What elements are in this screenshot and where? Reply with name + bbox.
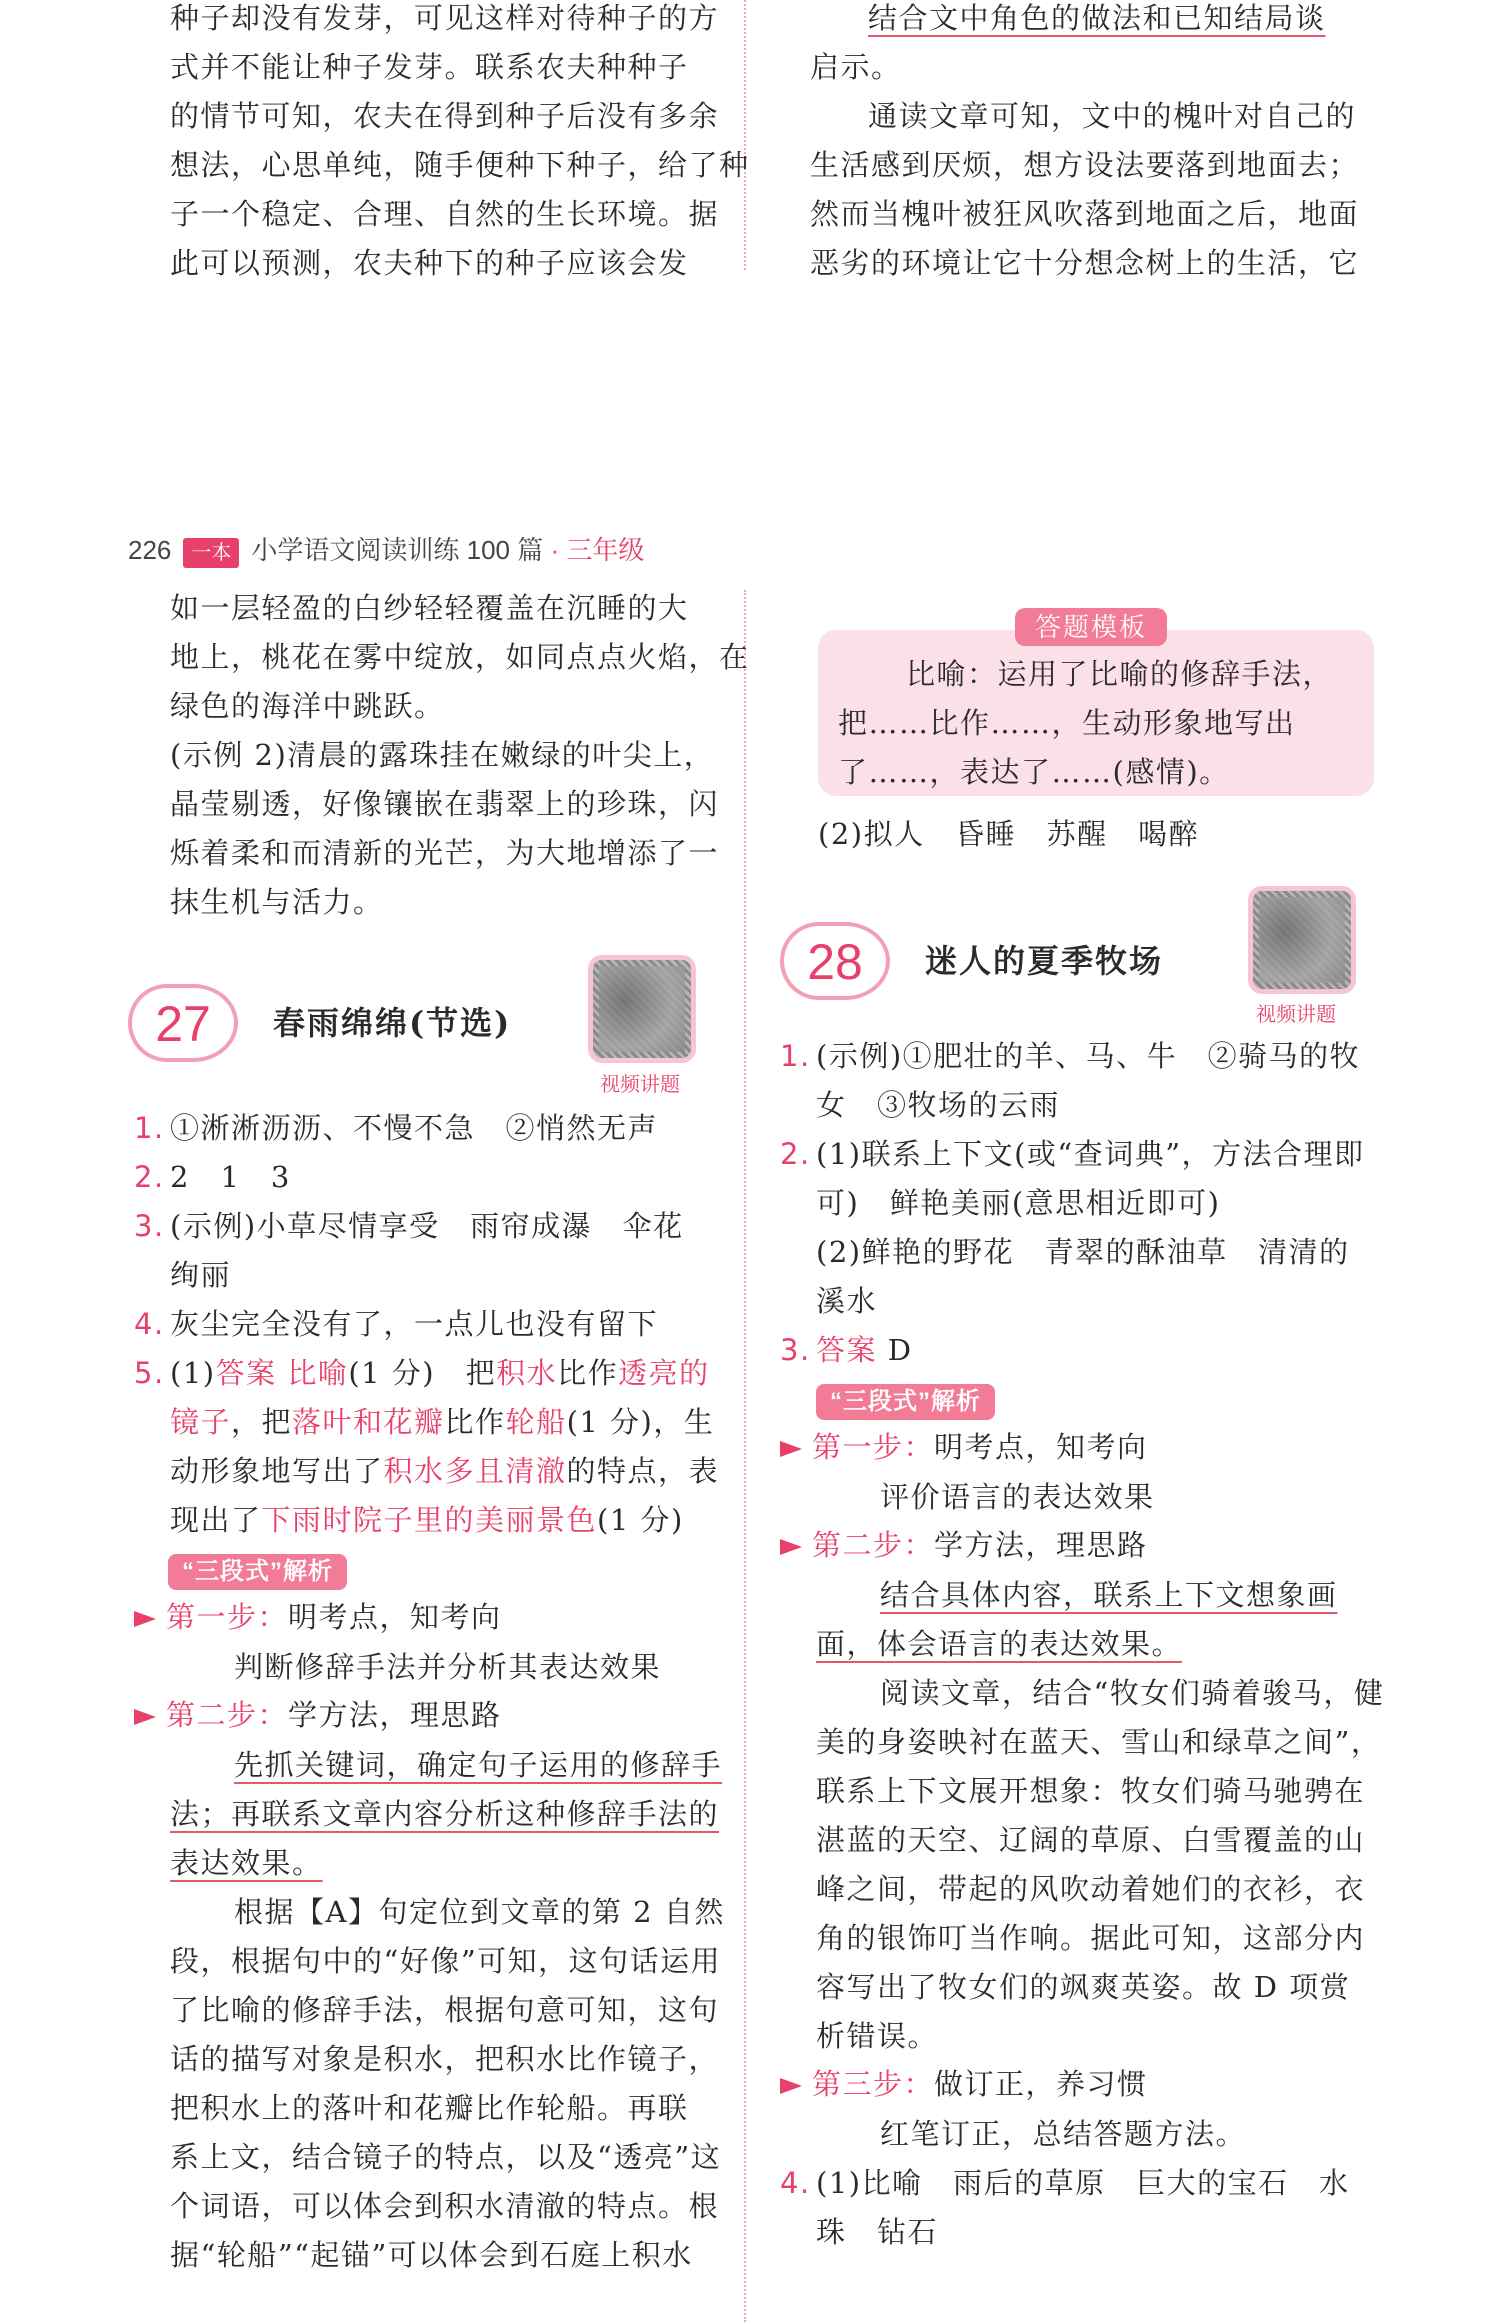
step-1-text: 判断修辞手法并分析其表达效果 (234, 1650, 662, 1684)
step-2-heading: 第二步：学方法，理思路 (780, 1522, 1380, 1571)
answer-2-cont: 可) 鲜艳美丽(意思相近即可) (816, 1186, 1221, 1220)
body-line: 段，根据句中的“好像”可知，这句话运用 (170, 1944, 722, 1978)
answer-5-line2: 镜子，把落叶和花瓣比作轮船(1 分)，生 (170, 1405, 715, 1439)
left-column-continued (170, 584, 750, 927)
text-line: 烁着柔和而清新的光芒，为大地增添了一 (170, 836, 720, 870)
answer-template-box (818, 630, 1374, 796)
step-2-text: 先抓关键词，确定句子运用的修辞手 (234, 1748, 723, 1782)
answer-3: 3. (示例)小草尽情享受 雨帘成瀑 伞花 (134, 1209, 684, 1243)
text-line: 此可以预测，农夫种下的种子应该会发 (170, 246, 689, 280)
template-line: 把……比作……，生动形象地写出 (838, 706, 1296, 740)
lesson-28-heading (780, 922, 1200, 1002)
text-line: 种子却没有发芽，可见这样对待种子的方 (170, 1, 720, 35)
text-line: 想法，心思单纯，随手便种下种子，给了种 (170, 148, 750, 182)
step-2-text: 法；再联系文章内容分析这种修辞手法的 (170, 1797, 720, 1831)
column-divider-top (744, 0, 746, 270)
text-line: 启示。 (810, 50, 902, 84)
video-caption[interactable]: 视频讲题 (1256, 1004, 1336, 1026)
body-line: 个词语，可以体会到积水清澈的特点。根 (170, 2189, 720, 2223)
template-tag: 答题模板 (1015, 608, 1167, 646)
lesson-number-badge: 28 (780, 922, 890, 1000)
template-line: 比喻：运用了比喻的修辞手法， (906, 657, 1334, 691)
answer-4: 4. (1)比喻 雨后的草原 巨大的宝石 水 (780, 2166, 1350, 2200)
step-1-text: 评价语言的表达效果 (880, 1480, 1155, 1514)
answer-5-line3: 动形象地写出了积水多且清澈的特点，表 (170, 1454, 720, 1488)
answer-3-cont: 绚丽 (170, 1258, 232, 1292)
column-divider (744, 590, 746, 2322)
lesson-number-badge: 27 (128, 984, 238, 1062)
answer-1: 1. ①淅淅沥沥、不慢不急 ②悄然无声 (134, 1111, 659, 1145)
text-line: 绿色的海洋中跳跃。 (170, 689, 445, 723)
lesson-27-answers (134, 1104, 734, 2280)
analysis-tag-row (134, 1545, 734, 1594)
answer-1-cont: 女 ③牧场的云雨 (816, 1088, 1061, 1122)
text-line: 子一个稳定、合理、自然的生长环境。据 (170, 197, 720, 231)
text-line: 通读文章可知，文中的槐叶对自己的 (868, 99, 1357, 133)
grade-label: · 三年级 (550, 535, 645, 565)
body-line: 据“轮船”“起锚”可以体会到石庭上积水 (170, 2238, 693, 2272)
text-line: (示例 2)清晨的露珠挂在嫩绿的叶尖上， (170, 738, 715, 772)
arrow-icon (780, 1539, 802, 1555)
answer-2-part-2: (2)拟人 昏睡 苏醒 喝醉 (818, 817, 1200, 851)
body-line: 把积水上的落叶和花瓣比作轮船。再联 (170, 2091, 689, 2125)
analysis-tag-row (780, 1375, 1380, 1424)
answer-4: 4. 灰尘完全没有了，一点儿也没有留下 (134, 1307, 659, 1341)
body-line: 联系上下文展开想象：牧女们骑马驰骋在 (816, 1774, 1366, 1808)
text-line: 生活感到厌烦，想方设法要落到地面去； (810, 148, 1360, 182)
text-line: 晶莹剔透，好像镶嵌在翡翠上的珍珠，闪 (170, 787, 720, 821)
step-2-text: 面，体会语言的表达效果。 (816, 1627, 1183, 1661)
page-header (128, 530, 644, 570)
body-line: 了比喻的修辞手法，根据句意可知，这句 (170, 1993, 720, 2027)
body-line: 峰之间，带起的风吹动着她们的衣衫，衣 (816, 1872, 1366, 1906)
answer-1: 1. (示例)①肥壮的羊、马、牛 ②骑马的牧 (780, 1039, 1361, 1073)
text-line: 地上，桃花在雾中绽放，如同点点火焰，在 (170, 640, 750, 674)
answer-2: 2. 2 1 3 (134, 1160, 291, 1194)
lesson-27-heading (128, 984, 548, 1064)
lesson-title: 春雨绵绵(节选) (273, 1004, 512, 1042)
step-1-heading: 第一步：明考点，知考向 (780, 1424, 1380, 1473)
body-line: 湛蓝的天空、辽阔的草原、白雪覆盖的山 (816, 1823, 1366, 1857)
body-line: 话的描写对象是积水，把积水比作镜子， (170, 2042, 720, 2076)
text-line: 结合文中角色的做法和已知结局谈 (868, 1, 1326, 35)
arrow-icon (780, 1441, 802, 1457)
video-caption[interactable]: 视频讲题 (600, 1074, 680, 1096)
body-line: 美的身姿映衬在蓝天、雪山和绿草之间”， (816, 1725, 1382, 1759)
lesson-title: 迷人的夏季牧场 (925, 942, 1164, 980)
analysis-tag: “三段式”解析 (816, 1384, 995, 1420)
body-line: 角的银饰叮当作响。据此可知，这部分内 (816, 1921, 1366, 1955)
text-line: 然而当槐叶被狂风吹落到地面之后，地面 (810, 197, 1360, 231)
analysis-tag: “三段式”解析 (168, 1554, 347, 1590)
body-line: 析错误。 (816, 2019, 939, 2053)
step-3-heading: 第三步：做订正，养习惯 (780, 2061, 1380, 2110)
page-number: 226 (128, 535, 172, 565)
body-line: 系上文，结合镜子的特点，以及“透亮”这 (170, 2140, 722, 2174)
step-2-text: 表达效果。 (170, 1846, 323, 1880)
step-3-text: 红笔订正，总结答题方法。 (880, 2117, 1247, 2151)
body-line: 容写出了牧女们的飒爽英姿。故 D 项赏 (816, 1970, 1351, 2004)
text-line: 抹生机与活力。 (170, 885, 384, 919)
qr-code-icon[interactable] (588, 955, 696, 1063)
text-line: 式并不能让种子发芽。联系农夫种种子 (170, 50, 689, 84)
top-left-column (170, 0, 750, 288)
arrow-icon (780, 2078, 802, 2094)
step-2-text: 结合具体内容，联系上下文想象画 (880, 1578, 1338, 1612)
answer-2-part-b-cont: 溪水 (816, 1284, 878, 1318)
answer-2-part-b: (2)鲜艳的野花 青翠的酥油草 清清的 (816, 1235, 1350, 1269)
body-line: 根据【A】句定位到文章的第 2 自然 (234, 1895, 725, 1929)
book-title: 小学语文阅读训练 100 篇 (251, 535, 544, 565)
top-right-column (810, 0, 1370, 288)
text-line: 恶劣的环境让它十分想念树上的生活，它 (810, 246, 1360, 280)
answer-5: 5. (1)答案 比喻(1 分) 把积水比作透亮的 (134, 1356, 710, 1390)
arrow-icon (134, 1611, 156, 1627)
template-line: 了……，表达了……(感情)。 (838, 755, 1230, 789)
text-line: 如一层轻盈的白纱轻轻覆盖在沉睡的大 (170, 591, 689, 625)
step-1-heading: 第一步：明考点，知考向 (134, 1594, 734, 1643)
answer-3: 3. 答案 D (780, 1333, 913, 1367)
arrow-icon (134, 1709, 156, 1725)
step-2-heading: 第二步：学方法，理思路 (134, 1692, 734, 1741)
answer-5-line4: 现出了下雨时院子里的美丽景色(1 分) (170, 1503, 684, 1537)
lesson-28-answers (780, 1032, 1385, 2257)
text-line: 的情节可知，农夫在得到种子后没有多余 (170, 99, 720, 133)
answer-2: 2. (1)联系上下文(或“查词典”，方法合理即 (780, 1137, 1365, 1171)
brand-logo: 一本 (183, 538, 239, 568)
qr-code-icon[interactable] (1248, 886, 1356, 994)
body-line: 阅读文章，结合“牧女们骑着骏马，健 (880, 1676, 1385, 1710)
answer-4-cont: 珠 钻石 (816, 2215, 939, 2249)
